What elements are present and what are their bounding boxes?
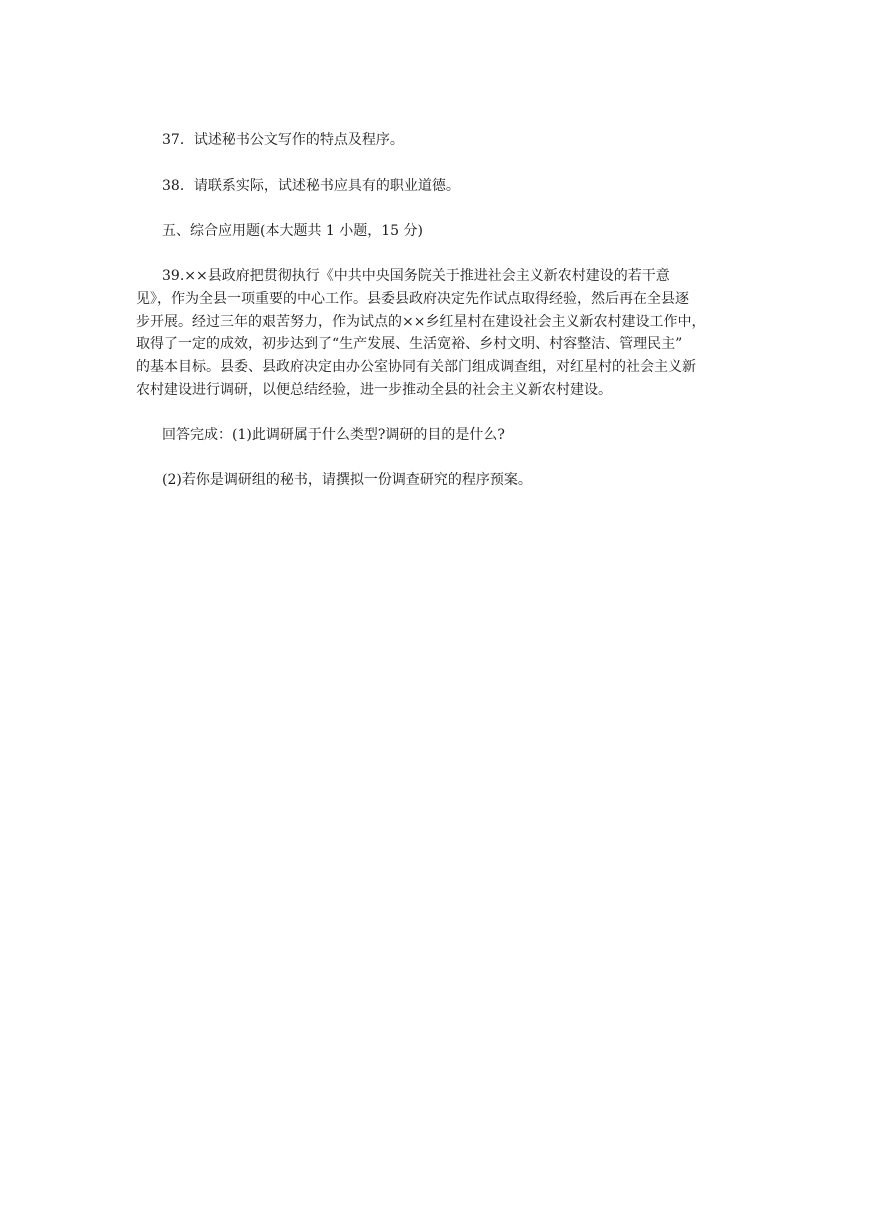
question-39-line: 39.××县政府把贯彻执行《中共中央国务院关于推进社会主义新农村建设的若干意 — [162, 268, 670, 284]
question-39-line: 步开展。经过三年的艰苦努力，作为试点的××乡红星村在建设社会主义新农村建设工作中， — [136, 314, 706, 330]
question-38: 38．请联系实际，试述秘书应具有的职业道德。 — [162, 178, 460, 194]
question-39-sub-1: 回答完成：(1)此调研属于什么类型?调研的目的是什么? — [162, 427, 505, 443]
question-39-line: 见》，作为全县一项重要的中心工作。县委县政府决定先作试点取得经验，然后再在全县逐 — [136, 291, 689, 307]
question-37: 37．试述秘书公文写作的特点及程序。 — [162, 132, 404, 148]
question-39-line: 的基本目标。县委、县政府决定由办公室协同有关部门组成调查组，对红星村的社会主义新 — [136, 359, 696, 375]
question-39-line: 农村建设进行调研，以便总结经验，进一步推动全县的社会主义新农村建设。 — [136, 382, 612, 398]
question-39-sub-2: (2)若你是调研组的秘书，请撰拟一份调查研究的程序预案。 — [162, 472, 532, 488]
section-heading-5: 五、综合应用题(本大题共 1 小题，15 分) — [162, 223, 423, 239]
question-39-line: 取得了一定的成效，初步达到了“生产发展、生活宽裕、乡村文明、村容整洁、管理民主” — [136, 336, 683, 352]
